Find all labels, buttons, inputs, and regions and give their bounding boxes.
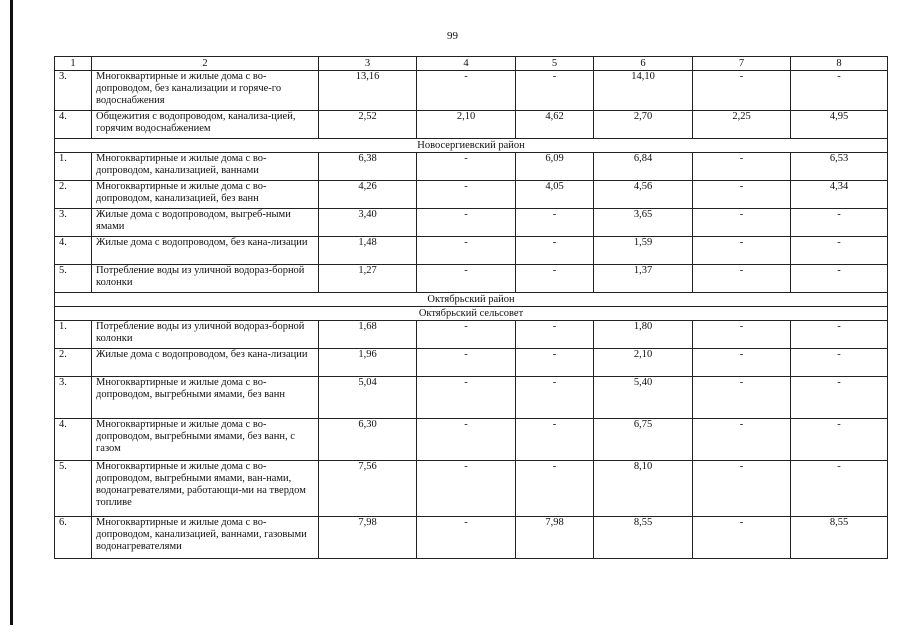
cell-col4: - (417, 153, 516, 181)
cell-col3: 5,04 (319, 377, 417, 419)
service-name: Многоквартирные и жилые дома с во-допроводом, канализацией, без ванн (92, 181, 319, 209)
cell-col3: 2,52 (319, 111, 417, 139)
section-title: Новосергиевский район (55, 139, 888, 153)
cell-col3: 6,30 (319, 419, 417, 461)
cell-col4: - (417, 181, 516, 209)
cell-col5: - (516, 349, 594, 377)
column-header: 7 (693, 57, 791, 71)
cell-col8: 4,95 (791, 111, 888, 139)
cell-col5: - (516, 265, 594, 293)
cell-col7: - (693, 517, 791, 559)
cell-col6: 14,10 (594, 71, 693, 111)
service-name: Многоквартирные и жилые дома с во-допроводом, канализацией, ваннами, газовыми водонагревателями (92, 517, 319, 559)
row-number: 5. (55, 461, 92, 517)
row-number: 2. (55, 181, 92, 209)
column-header: 6 (594, 57, 693, 71)
cell-col8: - (791, 321, 888, 349)
cell-col7: - (693, 419, 791, 461)
row-number: 1. (55, 321, 92, 349)
column-header: 1 (55, 57, 92, 71)
row-number: 4. (55, 419, 92, 461)
service-name: Многоквартирные и жилые дома с во-допроводом, выгребными ямами, без ванн (92, 377, 319, 419)
table-row (55, 181, 888, 209)
cell-col6: 3,65 (594, 209, 693, 237)
cell-col4: - (417, 461, 516, 517)
cell-col8: - (791, 237, 888, 265)
row-number: 3. (55, 71, 92, 111)
cell-col7: - (693, 71, 791, 111)
table-row (55, 517, 888, 559)
cell-col3: 6,38 (319, 153, 417, 181)
cell-col8: - (791, 265, 888, 293)
table-row (55, 153, 888, 181)
cell-col5: 7,98 (516, 517, 594, 559)
cell-col3: 7,56 (319, 461, 417, 517)
cell-col6: 1,59 (594, 237, 693, 265)
table-row (55, 461, 888, 517)
cell-col8: - (791, 377, 888, 419)
cell-col7: - (693, 237, 791, 265)
cell-col3: 4,26 (319, 181, 417, 209)
column-header: 2 (92, 57, 319, 71)
page-binding-edge (10, 0, 13, 625)
cell-col4: - (417, 517, 516, 559)
cell-col4: - (417, 237, 516, 265)
cell-col3: 1,96 (319, 349, 417, 377)
service-name: Общежития с водопроводом, канализа-цией, горячим водоснабжением (92, 111, 319, 139)
cell-col7: - (693, 321, 791, 349)
cell-col4: - (417, 321, 516, 349)
cell-col5: - (516, 419, 594, 461)
table-body (55, 57, 888, 559)
cell-col5: - (516, 321, 594, 349)
cell-col5: - (516, 377, 594, 419)
cell-col7: - (693, 461, 791, 517)
cell-col5: 4,62 (516, 111, 594, 139)
table-row (55, 209, 888, 237)
row-number: 1. (55, 153, 92, 181)
row-number: 4. (55, 111, 92, 139)
column-header: 8 (791, 57, 888, 71)
section-title: Октябрьский район (55, 293, 888, 307)
section-row (55, 307, 888, 321)
page-number: 99 (447, 30, 458, 42)
cell-col6: 1,37 (594, 265, 693, 293)
cell-col4: - (417, 71, 516, 111)
cell-col6: 6,75 (594, 419, 693, 461)
service-name: Многоквартирные и жилые дома с во-допроводом, выгребными ямами, без ванн, с газом (92, 419, 319, 461)
table-row (55, 265, 888, 293)
cell-col7: - (693, 209, 791, 237)
section-row (55, 293, 888, 307)
cell-col3: 3,40 (319, 209, 417, 237)
service-name: Жилые дома с водопроводом, без кана-лизации (92, 349, 319, 377)
cell-col4: - (417, 377, 516, 419)
tariff-table (54, 56, 888, 559)
cell-col4: - (417, 265, 516, 293)
column-header: 3 (319, 57, 417, 71)
cell-col6: 2,10 (594, 349, 693, 377)
table-row (55, 237, 888, 265)
cell-col8: - (791, 71, 888, 111)
cell-col7: - (693, 181, 791, 209)
row-number: 2. (55, 349, 92, 377)
cell-col3: 7,98 (319, 517, 417, 559)
header-row (55, 57, 888, 71)
column-header: 5 (516, 57, 594, 71)
cell-col6: 8,10 (594, 461, 693, 517)
cell-col5: 4,05 (516, 181, 594, 209)
cell-col7: 2,25 (693, 111, 791, 139)
cell-col7: - (693, 377, 791, 419)
cell-col5: - (516, 209, 594, 237)
service-name: Потребление воды из уличной водораз-борной колонки (92, 265, 319, 293)
cell-col5: - (516, 237, 594, 265)
cell-col4: 2,10 (417, 111, 516, 139)
cell-col5: - (516, 71, 594, 111)
cell-col8: 4,34 (791, 181, 888, 209)
table-row (55, 349, 888, 377)
cell-col3: 13,16 (319, 71, 417, 111)
cell-col4: - (417, 349, 516, 377)
row-number: 4. (55, 237, 92, 265)
service-name: Многоквартирные и жилые дома с во-допроводом, без канализации и горяче-го водоснабжения (92, 71, 319, 111)
cell-col8: - (791, 419, 888, 461)
cell-col6: 5,40 (594, 377, 693, 419)
table-row (55, 321, 888, 349)
cell-col8: - (791, 209, 888, 237)
cell-col6: 2,70 (594, 111, 693, 139)
table-row (55, 71, 888, 111)
section-title: Октябрьский сельсовет (55, 307, 888, 321)
table-row (55, 111, 888, 139)
row-number: 5. (55, 265, 92, 293)
cell-col7: - (693, 153, 791, 181)
cell-col3: 1,68 (319, 321, 417, 349)
column-header: 4 (417, 57, 516, 71)
cell-col8: - (791, 349, 888, 377)
service-name: Потребление воды из уличной водораз-борной колонки (92, 321, 319, 349)
cell-col7: - (693, 349, 791, 377)
cell-col6: 8,55 (594, 517, 693, 559)
cell-col4: - (417, 209, 516, 237)
table-row (55, 419, 888, 461)
section-row (55, 139, 888, 153)
service-name: Многоквартирные и жилые дома с во-допроводом, канализацией, ваннами (92, 153, 319, 181)
cell-col8: 6,53 (791, 153, 888, 181)
table-row (55, 377, 888, 419)
cell-col5: - (516, 461, 594, 517)
row-number: 6. (55, 517, 92, 559)
cell-col4: - (417, 419, 516, 461)
service-name: Жилые дома с водопроводом, выгреб-ными ямами (92, 209, 319, 237)
cell-col6: 4,56 (594, 181, 693, 209)
cell-col3: 1,48 (319, 237, 417, 265)
service-name: Жилые дома с водопроводом, без кана-лизации (92, 237, 319, 265)
cell-col8: 8,55 (791, 517, 888, 559)
cell-col5: 6,09 (516, 153, 594, 181)
row-number: 3. (55, 377, 92, 419)
row-number: 3. (55, 209, 92, 237)
service-name: Многоквартирные и жилые дома с во-допроводом, выгребными ямами, ван-нами, водонагревателями, работающи-ми на твердом топливе (92, 461, 319, 517)
cell-col8: - (791, 461, 888, 517)
cell-col6: 6,84 (594, 153, 693, 181)
cell-col6: 1,80 (594, 321, 693, 349)
cell-col7: - (693, 265, 791, 293)
cell-col3: 1,27 (319, 265, 417, 293)
